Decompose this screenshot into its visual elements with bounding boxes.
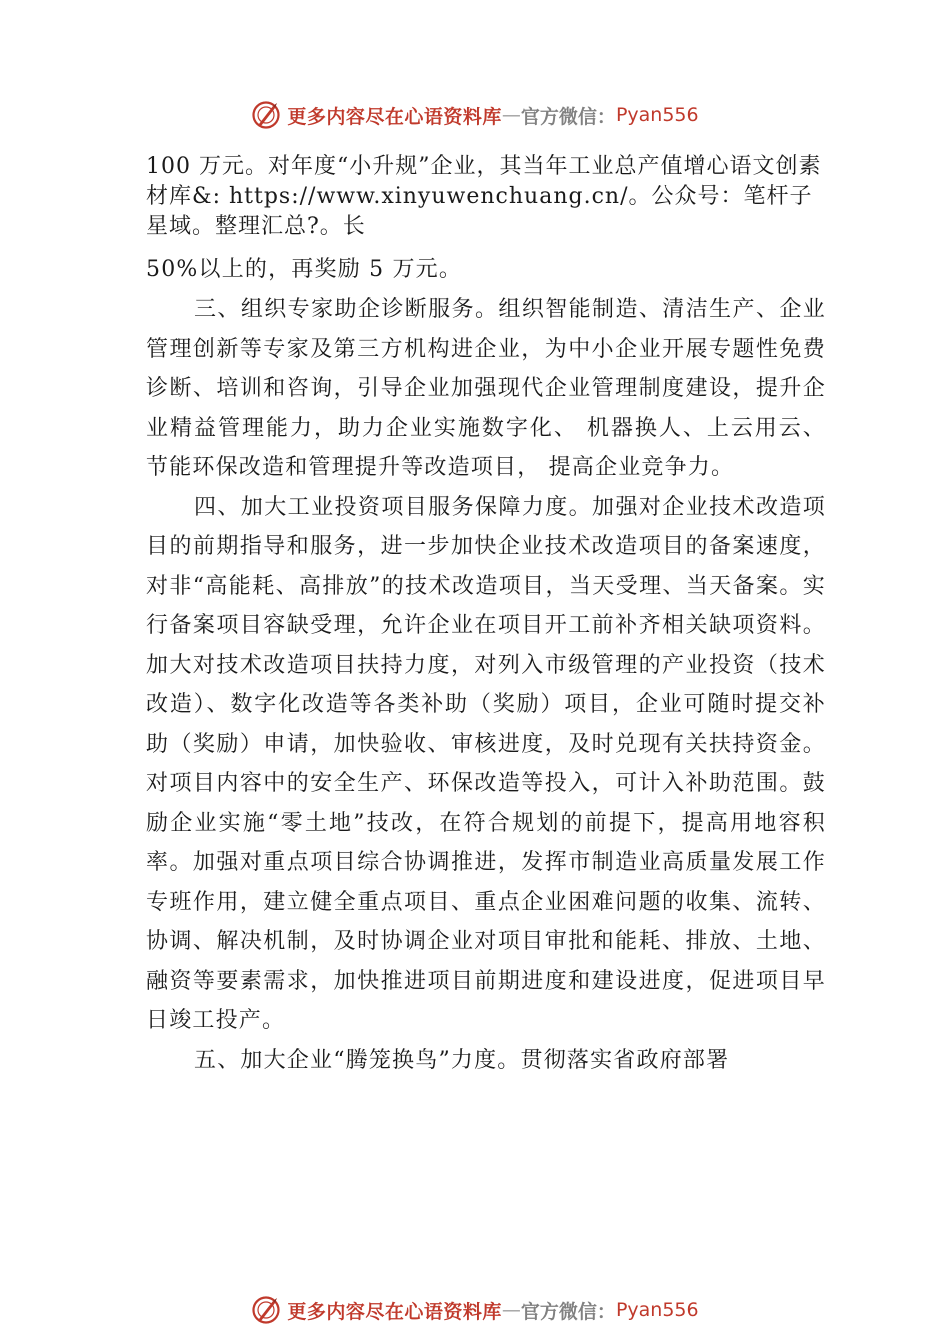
watermark-title: 更多内容尽在心语资料库 bbox=[287, 1300, 502, 1323]
watermark-wechat-label: 官方微信： bbox=[520, 1300, 616, 1323]
watermark-separator: — bbox=[501, 1299, 521, 1321]
paragraph-section-5: 五、加大企业“腾笼换鸟”力度。贯彻落实省政府部署 bbox=[194, 1047, 730, 1073]
paragraph-section-3: 三、组织专家助企诊断服务。组织智能制造、清洁生产、企业管理创新等专家及第三方机构进企业，为中小企业开展专题性免费诊断、培训和咨询，引导企业加强现代企业管理制度建设，提升企业精益管理能力，助力企业实施数字化、 机器换人、上云用云、节能环保改造和管理提升等改造项目， 提高企业竞争力。 bbox=[146, 297, 826, 480]
watermark-title: 更多内容尽在心语资料库 bbox=[287, 105, 502, 128]
quill-seal-logo-icon bbox=[251, 1295, 281, 1325]
paragraph-continuation-end: 50%以上的，再奖励 5 万元。 bbox=[146, 257, 463, 282]
paragraph-continuation: 100 万元。对年度“小升规”企业，其当年工业总产值增心语文创素材库&: https://www.xinyuwenchuang.cn/。公众号：笔杆子星域。整理汇总?。长 bbox=[146, 154, 822, 239]
paragraph-section-4: 四、加大工业投资项目服务保障力度。加强对企业技术改造项目的前期指导和服务，进一步加快企业技术改造项目的备案速度，对非“高能耗、高排放”的技术改造项目，当天受理、当天备案。实行备案项目容缺受理，允许企业在项目开工前补齐相关缺项资料。加大对技术改造项目扶持力度，对列入市级管理的产业投资（技术改造）、数字化改造等各类补助（奖励）项目，企业可随时提交补助（奖励）申请，加快验收、审核进度，及时兑现有关扶持资金。对项目内容中的安全生产、环保改造等投入，可计入补助范围。鼓励企业实施“零土地”技改，在符合规划的前提下，提高用地容积率。加强对重点项目综合协调推进，发挥市制造业高质量发展工作专班作用，建立健全重点项目、重点企业困难问题的收集、流转、协调、解决机制，及时协调企业对项目审批和能耗、排放、土地、融资等要素需求，加快推进项目前期进度和建设进度，促进项目早日竣工投产。 bbox=[146, 494, 826, 1033]
document-body bbox=[146, 152, 826, 1080]
quill-seal-logo-icon bbox=[251, 100, 281, 130]
watermark-wechat-id: Pyan556 bbox=[615, 1299, 699, 1321]
watermark-wechat-id: Pyan556 bbox=[615, 104, 699, 126]
header-watermark-banner bbox=[0, 95, 950, 135]
watermark-wechat-label: 官方微信： bbox=[520, 105, 616, 128]
watermark-separator: — bbox=[501, 104, 521, 126]
footer-watermark-banner bbox=[0, 1290, 950, 1330]
